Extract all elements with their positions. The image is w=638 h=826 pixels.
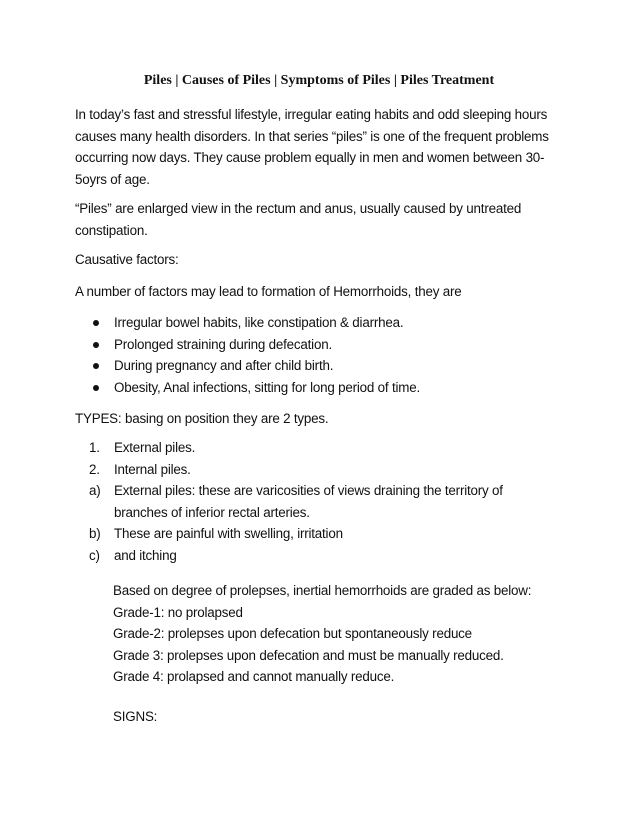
type-text: Internal piles. bbox=[114, 461, 191, 477]
signs-heading: SIGNS: bbox=[113, 709, 158, 724]
bullet-icon bbox=[93, 342, 99, 348]
factor-text: Obesity, Anal infections, sitting for long period of time. bbox=[114, 379, 420, 395]
causative-heading: Causative factors: bbox=[75, 252, 179, 267]
list-item bbox=[75, 334, 420, 356]
factor-text: Irregular bowel habits, like constipation & diarrhea. bbox=[114, 315, 404, 330]
factor-text: Prolonged straining during defecation. bbox=[114, 336, 332, 352]
grading-intro: Based on degree of prolepses, inertial hemorrhoids are graded as below: bbox=[113, 583, 532, 598]
bullet-icon bbox=[93, 363, 99, 369]
grade-line: Grade 3: prolepses upon defecation and must be manually reduced. bbox=[113, 647, 504, 663]
bullet-icon bbox=[93, 320, 99, 326]
definition-paragraph: “Piles” are enlarged view in the rectum and anus, usually caused by untreated constipation. bbox=[75, 201, 522, 238]
intro-paragraph: In today’s fast and stressful lifestyle, irregular eating habits and odd sleeping hours causes many health disorders. In that series “piles” is one of the frequent problems occurring now days. They cause problem equally in men and women between 30-5oyrs of age. bbox=[75, 107, 549, 187]
document-title: Piles | Causes of Piles | Symptoms of Piles | Piles Treatment bbox=[143, 73, 495, 88]
types-heading: TYPES: basing on position they are 2 types. bbox=[75, 411, 329, 426]
list-marker: a) bbox=[89, 483, 101, 498]
type-text: These are painful with swelling, irritation bbox=[114, 526, 343, 541]
list-marker: b) bbox=[89, 526, 101, 541]
grading-section bbox=[113, 580, 593, 688]
type-text: External piles: these are varicosities of views draining the territory of branches of inferior rectal arteries. bbox=[114, 483, 503, 520]
list-item bbox=[75, 480, 555, 523]
grade-line: Grade 4: prolapsed and cannot manually reduce. bbox=[113, 669, 395, 684]
grade-line: Grade-2: prolepses upon defecation but spontaneously reduce bbox=[113, 626, 472, 641]
list-item bbox=[75, 377, 420, 399]
bullet-icon bbox=[93, 385, 99, 391]
list-marker: 2. bbox=[89, 461, 100, 477]
type-text: and itching bbox=[114, 547, 177, 563]
list-item bbox=[75, 545, 555, 567]
list-item bbox=[75, 312, 420, 334]
list-marker: c) bbox=[89, 547, 100, 563]
list-item bbox=[75, 437, 555, 459]
grade-line: Grade-1: no prolapsed bbox=[113, 604, 243, 620]
list-item bbox=[75, 523, 555, 545]
list-item bbox=[75, 355, 420, 377]
list-marker: 1. bbox=[89, 440, 100, 455]
factor-text: During pregnancy and after child birth. bbox=[114, 358, 334, 373]
factors-intro: A number of factors may lead to formation of Hemorrhoids, they are bbox=[75, 284, 462, 299]
types-list bbox=[75, 437, 555, 566]
factors-list bbox=[75, 312, 420, 398]
type-text: External piles. bbox=[114, 440, 196, 455]
list-item bbox=[75, 459, 555, 481]
